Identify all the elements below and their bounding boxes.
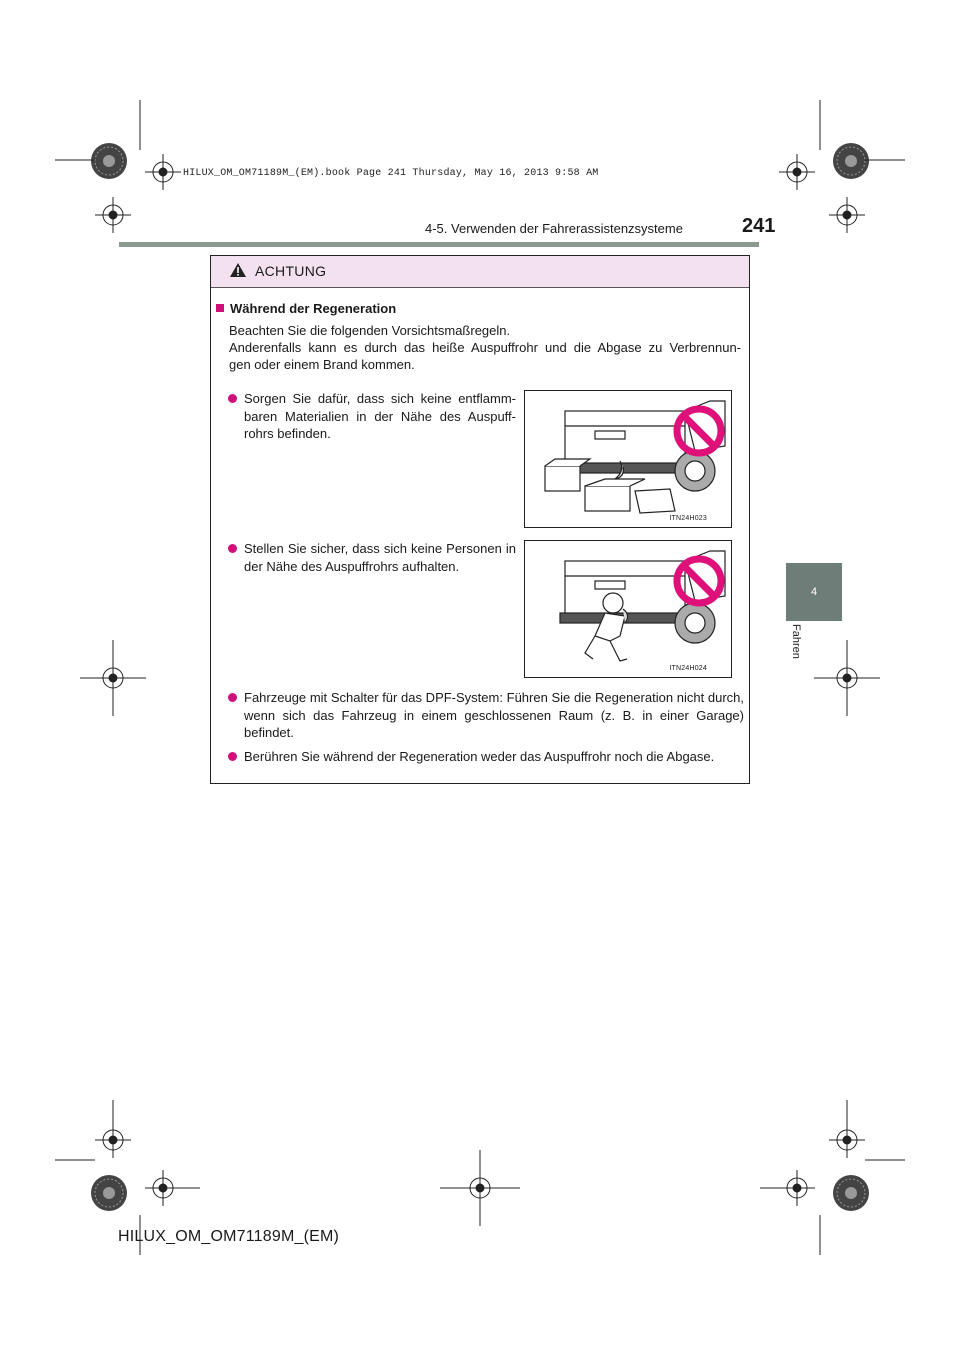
figure-persons (524, 540, 732, 678)
bullet-dot-icon (228, 693, 237, 702)
section-title: 4-5. Verwenden der Fahrerassistenzsysteme (425, 221, 683, 236)
caution-title: ACHTUNG (255, 263, 327, 279)
intro-line-1: Beachten Sie die folgenden Vorsichtsmaßregeln. (229, 323, 511, 338)
chapter-number: 4 (810, 586, 818, 598)
bullet-dot-icon (228, 394, 237, 403)
figure-code: ITN24H024 (669, 665, 707, 672)
caution-box (210, 255, 750, 784)
caution-header (211, 256, 749, 288)
intro-line-3: gen oder einem Brand kommen. (229, 357, 415, 372)
square-bullet-icon (216, 304, 224, 312)
caution-subheading: Während der Regeneration (216, 301, 396, 316)
page-number: 241 (742, 215, 776, 237)
prohibited-icon (673, 405, 725, 457)
bullet-do-not-touch: Berühren Sie während der Regeneration weder das Auspuffrohr noch die Abgase. (244, 748, 744, 766)
header-rule (119, 242, 759, 247)
bullet-dot-icon (228, 544, 237, 553)
file-stamp: HILUX_OM_OM71189M_(EM).book Page 241 Thursday, May 16, 2013 9:58 AM (183, 168, 599, 179)
intro-line-2: Anderenfalls kann es durch das heiße Auspuffrohr und die Abgase zu Verbrennun- (229, 340, 741, 355)
bullet-dot-icon (228, 752, 237, 761)
chapter-name: Fahren (790, 624, 802, 659)
warning-triangle-icon (229, 262, 247, 283)
figure-code: ITN24H023 (669, 515, 707, 522)
bullet-flammable: Sorgen Sie dafür, dass sich keine entflamm-baren Materialien in der Nähe des Auspuff-rohrs befinden. (244, 390, 516, 443)
prohibited-icon (673, 555, 725, 607)
chapter-tab[interactable] (786, 563, 842, 621)
bullet-dpf-system: Fahrzeuge mit Schalter für das DPF-System: Führen Sie die Regeneration nicht durch, wenn sich das Fahrzeug in einem geschlossenen Raum (z. B. in einer Garage) befindet. (244, 689, 744, 742)
footer-model-code: HILUX_OM_OM71189M_(EM) (118, 1228, 340, 1245)
bullet-persons: Stellen Sie sicher, dass sich keine Personen in der Nähe des Auspuffrohrs aufhalten. (244, 540, 516, 575)
chapter-name-vertical (786, 622, 808, 682)
figure-flammable-materials (524, 390, 732, 528)
